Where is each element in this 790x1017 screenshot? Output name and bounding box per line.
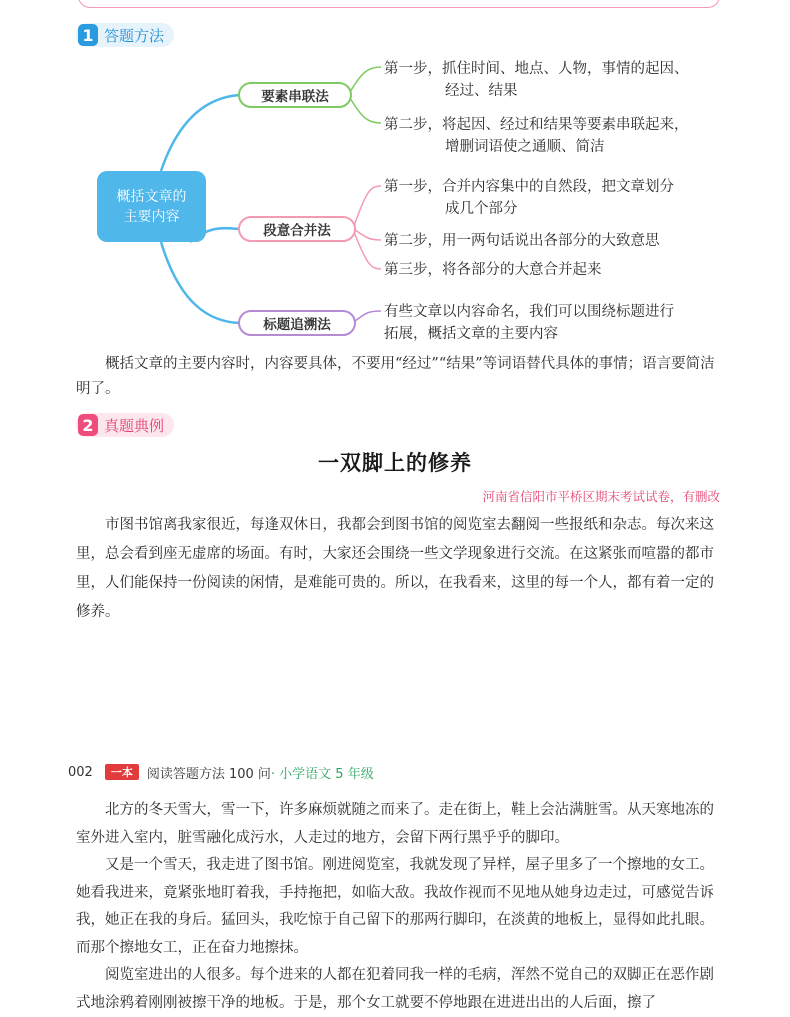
section-title: 真题典例 <box>104 416 165 435</box>
connector-branch3-leaf <box>354 311 381 322</box>
connector-branch1-leaf2 <box>350 98 381 123</box>
leaf-line1: 有些文章以内容命名，我们可以围绕标题进行 <box>384 304 674 320</box>
mindmap-center-node <box>97 171 206 242</box>
center-line-2: 主要内容 <box>123 208 180 225</box>
branch-node-title-trace: 标题追溯法 <box>238 310 356 336</box>
section-title: 答题方法 <box>104 26 165 45</box>
next-page-paragraph: 北方的冬天雪大，雪一下，许多麻烦就随之而来了。走在街上，鞋上会沾满脏雪。从天寒地冻的室外进入室内，脏雪融化成污水，人走过的地方，会留下两行黑乎乎的脚印。 <box>76 802 714 846</box>
leaf-b2-step2 <box>384 230 724 252</box>
article-title: 一双脚上的修养 <box>318 450 472 475</box>
leaf-b1-step1 <box>384 58 724 102</box>
leaf-line1: 第二步，将起因、经过和结果等要素串联起来， <box>384 117 689 133</box>
next-page-paragraph: 又是一个雪天，我走进了图书馆。刚进阅览室，我就发现了异样，屋子里多了一个擦地的女工。她看我进来，竟紧张地盯着我，手持拖把，如临大敌。我故作视而不见地从她身边走过，可感觉告诉我，她正在我的身后。猛回头，我吃惊于自己留下的那两行脚印，在淡黄的地板上，显得如此扎眼。而那个擦地女工，正在奋力地擦抹。 <box>76 857 714 956</box>
connector-branch1-leaf1 <box>350 67 381 92</box>
connector-branch2-leaf2 <box>354 229 381 240</box>
grade-label: · 小学语文 5 年级 <box>270 766 374 782</box>
leaf-line1: 第一步，抓住时间、地点、人物，事情的起因、 <box>384 61 689 77</box>
branch-node-paragraph-merge: 段意合并法 <box>238 216 356 242</box>
connector-center-to-branch1 <box>161 95 240 171</box>
branch-node-element-link: 要素串联法 <box>238 82 352 108</box>
page-footer <box>68 762 374 782</box>
leaf-line2: 拓展，概括文章的主要内容 <box>384 326 558 342</box>
section-header-example <box>76 413 174 437</box>
article-paragraph: 市图书馆离我家很近，每逢双休日，我都会到图书馆的阅览室去翻阅一些报纸和杂志。每次来这里，总会看到座无虚席的场面。有时，大家还会围绕一些文学现象进行交流。在这紧张而喧嚣的都市里，人们能保持一份阅读的闲情，是难能可贵的。所以，在我看来，这里的每一个人，都有着一定的修养。 <box>76 517 714 620</box>
method-note: 概括文章的主要内容时，内容要具体，不要用“经过”“结果”等词语替代具体的事情；语言要简洁明了。 <box>76 356 715 397</box>
section-number-badge: 1 <box>78 24 98 46</box>
center-line-1: 概括文章的 <box>116 188 187 205</box>
connector-center-to-branch3 <box>161 242 240 323</box>
leaf-line1: 第一步，合并内容集中的自然段，把文章划分 <box>384 179 674 195</box>
leaf-line2: 经过、结果 <box>445 83 518 99</box>
article-source: 河南省信阳市平桥区期末考试试卷，有删改 <box>482 489 720 504</box>
publisher-logo: 一本 <box>105 764 139 780</box>
leaf-b2-step3 <box>384 259 724 281</box>
section-number-badge: 2 <box>78 414 98 436</box>
leaf-line2: 成几个部分 <box>445 201 518 217</box>
leaf-line2: 增删词语使之通顺、简洁 <box>445 139 605 155</box>
book-title: 阅读答题方法 100 问 <box>146 766 271 782</box>
leaf-line1: 第二步，用一两句话说出各部分的大致意思 <box>384 233 660 249</box>
next-page-paragraph: 阅览室进出的人很多。每个进来的人都在犯着同我一样的毛病，浑然不觉自己的双脚正在恶作剧式地涂鸦着刚刚被擦干净的地板。于是，那个女工就要不停地跟在进进出出的人后面，擦了 <box>76 967 714 1011</box>
connector-branch2-leaf1 <box>354 186 381 226</box>
leaf-line1: 第三步，将各部分的大意合并起来 <box>384 262 602 278</box>
leaf-b3 <box>384 301 724 345</box>
page-number: 002 <box>68 764 93 780</box>
leaf-b1-step2 <box>384 114 724 158</box>
leaf-b2-step1 <box>384 176 724 220</box>
